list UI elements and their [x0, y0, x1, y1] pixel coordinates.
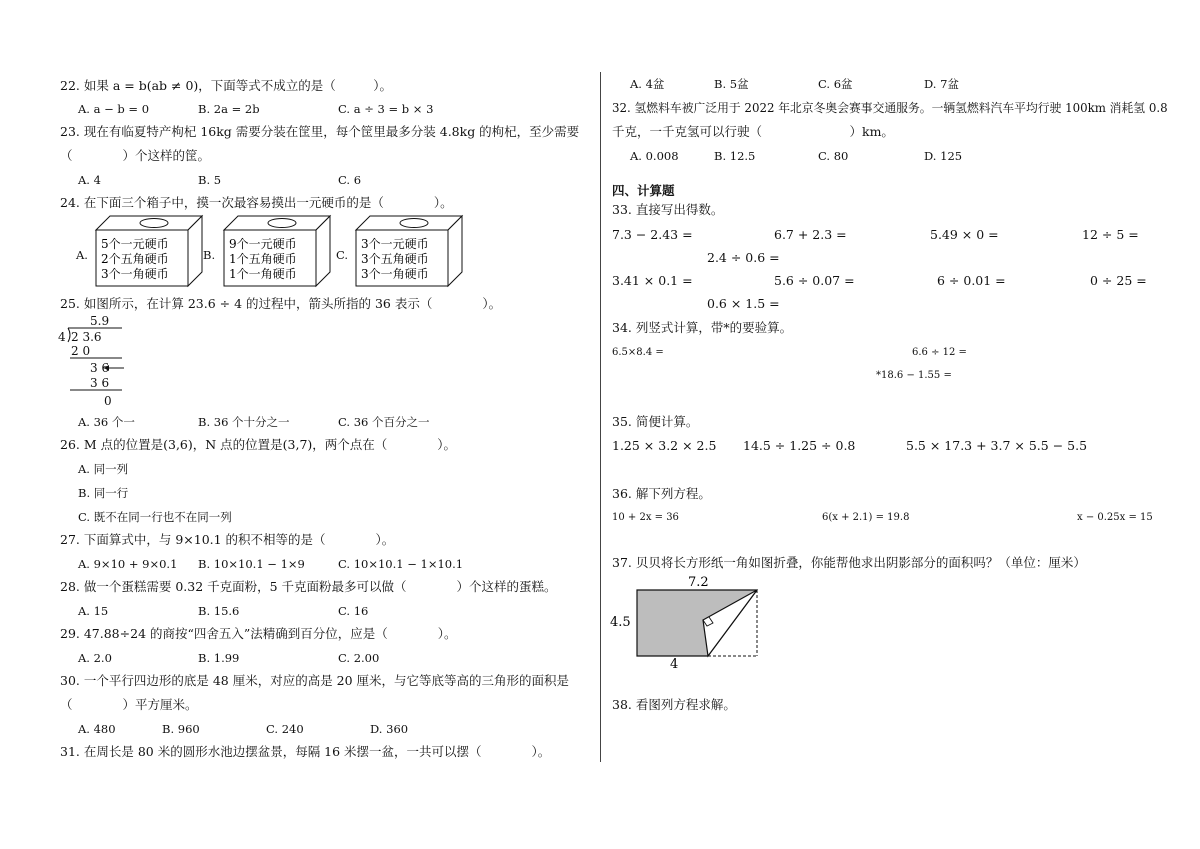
- coin-box-c-line1: 3个一元硬币: [361, 237, 429, 251]
- q22-option-a[interactable]: A. a − b = 0: [78, 102, 150, 116]
- q30-option-a[interactable]: A. 480: [78, 722, 116, 736]
- division-final: 0: [104, 394, 112, 408]
- figure-label-left: 4.5: [610, 615, 631, 630]
- q30-option-b[interactable]: B. 960: [162, 722, 200, 736]
- q30-option-d[interactable]: D. 360: [370, 722, 409, 736]
- q32-option-d[interactable]: D. 125: [924, 149, 963, 163]
- coin-box-a-line3: 3个一角硬币: [101, 267, 169, 281]
- division-product-1: 2 0: [71, 344, 91, 358]
- q36-item-3: x − 0.25x = 15: [1077, 512, 1153, 523]
- q32-stem-line1: 32. 氢燃料车被广泛用于 2022 年北京冬奥会赛事交通服务。一辆氢燃料汽车平均行驶 100km 消耗氢 0.8: [612, 101, 1168, 115]
- coin-box-b: [222, 214, 334, 288]
- coin-box-a-line2: 2个五角硬币: [101, 252, 169, 266]
- coin-box-c-line2: 3个五角硬币: [361, 252, 429, 266]
- q31-option-d[interactable]: D. 7盆: [924, 77, 959, 91]
- q28-stem: 28. 做一个蛋糕需要 0.32 千克面粉，5 千克面粉最多可以做（ ）个这样的蛋糕。: [60, 579, 557, 594]
- coin-box-b-line1: 9个一元硬币: [229, 237, 297, 251]
- coin-box-c: [354, 214, 466, 288]
- q25-option-b[interactable]: B. 36 个十分之一: [198, 415, 290, 429]
- coin-box-a: [94, 214, 206, 288]
- q24-label-b[interactable]: B.: [203, 248, 216, 262]
- division-quotient: 5.9: [90, 314, 110, 328]
- coin-box-b-line3: 1个一角硬币: [229, 267, 297, 281]
- figure-label-top: 7.2: [688, 575, 709, 590]
- q24-stem: 24. 在下面三个箱子中，摸一次最容易摸出一元硬币的是（ ）。: [60, 195, 453, 210]
- q22-option-b[interactable]: B. 2a = 2b: [198, 102, 260, 116]
- q26-option-c[interactable]: C. 既不在同一行也不在同一列: [78, 510, 232, 524]
- q27-option-b[interactable]: B. 10×10.1 − 1×9: [198, 557, 305, 571]
- q32-stem-line2: 千克，一千克氢可以行驶（ ）km。: [612, 124, 894, 139]
- q38-title: 38. 看图列方程求解。: [612, 697, 736, 712]
- q29-option-a[interactable]: A. 2.0: [78, 651, 112, 665]
- q33-item-7: 5.6 ÷ 0.07 =: [774, 273, 855, 288]
- q23-option-a[interactable]: A. 4: [78, 173, 101, 187]
- division-remainder-36: 3 6: [90, 361, 110, 375]
- q35-item-3: 5.5 × 17.3 + 3.7 × 5.5 − 5.5: [906, 438, 1088, 453]
- q31-option-b[interactable]: B. 5盆: [714, 77, 749, 91]
- q26-option-b[interactable]: B. 同一行: [78, 486, 129, 500]
- q22-stem: 22. 如果 a = b(ab ≠ 0)，下面等式不成立的是（ ）。: [60, 78, 393, 93]
- division-dividend: 2 3.6: [71, 330, 102, 344]
- coin-box-a-line1: 5个一元硬币: [101, 237, 169, 251]
- q29-stem: 29. 47.88÷24 的商按“四舍五入”法精确到百分位，应是（ ）。: [60, 626, 457, 641]
- q24-label-a[interactable]: A.: [76, 248, 88, 262]
- q33-item-8: 6 ÷ 0.01 =: [937, 273, 1006, 288]
- q27-stem: 27. 下面算式中，与 9×10.1 的积不相等的是（ ）。: [60, 532, 395, 547]
- q33-item-2: 6.7 + 2.3 =: [774, 227, 847, 242]
- q37-title: 37. 贝贝将长方形纸一角如图折叠，你能帮他求出阴影部分的面积吗？（单位：厘米）: [612, 555, 1086, 570]
- q25-stem: 25. 如图所示，在计算 23.6 ÷ 4 的过程中，箭头所指的 36 表示（ ）。: [60, 296, 502, 311]
- coin-box-b-line2: 1个五角硬币: [229, 252, 297, 266]
- q32-option-b[interactable]: B. 12.5: [714, 149, 756, 163]
- q28-option-c[interactable]: C. 16: [338, 604, 369, 618]
- q33-item-10: 0.6 × 1.5 =: [707, 296, 780, 311]
- q33-title: 33. 直接写出得数。: [612, 202, 724, 217]
- q23-stem-line2: （ ）个这样的筐。: [60, 148, 211, 163]
- q35-item-2: 14.5 ÷ 1.25 ÷ 0.8: [743, 438, 856, 453]
- q36-item-1: 10 + 2x = 36: [612, 512, 679, 523]
- q27-option-c[interactable]: C. 10×10.1 − 1×10.1: [338, 557, 464, 571]
- q36-item-2: 6(x + 2.1) = 19.8: [822, 512, 910, 523]
- q33-item-6: 3.41 × 0.1 =: [612, 273, 693, 288]
- q23-option-b[interactable]: B. 5: [198, 173, 222, 187]
- q30-stem-line2: （ ）平方厘米。: [60, 697, 198, 712]
- q29-option-b[interactable]: B. 1.99: [198, 651, 240, 665]
- q22-option-c[interactable]: C. a ÷ 3 = b × 3: [338, 102, 434, 116]
- q32-option-a[interactable]: A. 0.008: [630, 149, 679, 163]
- division-product-2: 3 6: [90, 376, 110, 390]
- q23-option-c[interactable]: C. 6: [338, 173, 362, 187]
- q32-option-c[interactable]: C. 80: [818, 149, 849, 163]
- q34-item-1: 6.5×8.4 =: [612, 347, 664, 358]
- q34-item-2: 6.6 ÷ 12 =: [912, 347, 967, 358]
- q25-option-a[interactable]: A. 36 个一: [78, 415, 135, 429]
- q33-item-1: 7.3 − 2.43 =: [612, 227, 693, 242]
- q30-stem-line1: 30. 一个平行四边形的底是 48 厘米，对应的高是 20 厘米，与它等底等高的三角形的面积是: [60, 673, 570, 688]
- q35-title: 35. 简便计算。: [612, 414, 699, 429]
- q30-option-c[interactable]: C. 240: [266, 722, 304, 736]
- q29-option-c[interactable]: C. 2.00: [338, 651, 380, 665]
- q31-option-a[interactable]: A. 4盆: [630, 77, 665, 91]
- q35-item-1: 1.25 × 3.2 × 2.5: [612, 438, 717, 453]
- q34-item-3: *18.6 − 1.55 =: [876, 370, 952, 381]
- long-division: [58, 313, 138, 413]
- q28-option-a[interactable]: A. 15: [78, 604, 109, 618]
- folded-rectangle-figure: [606, 572, 766, 672]
- q33-item-3: 5.49 × 0 =: [930, 227, 999, 242]
- q33-item-9: 0 ÷ 25 =: [1090, 273, 1147, 288]
- q23-stem-line1: 23. 现在有临夏特产枸杞 16kg 需要分装在筐里，每个筐里最多分装 4.8kg 的枸杞，至少需要: [60, 124, 580, 139]
- column-divider: [600, 72, 601, 762]
- q33-item-4: 12 ÷ 5 =: [1082, 227, 1139, 242]
- q31-option-c[interactable]: C. 6盆: [818, 77, 853, 91]
- q26-stem: 26. M 点的位置是(3,6)，N 点的位置是(3,7)，两个点在（ ）。: [60, 437, 457, 452]
- figure-label-bottom: 4: [670, 657, 679, 672]
- q28-option-b[interactable]: B. 15.6: [198, 604, 240, 618]
- q26-option-a[interactable]: A. 同一列: [78, 462, 129, 476]
- q27-option-a[interactable]: A. 9×10 + 9×0.1: [78, 557, 178, 571]
- q25-option-c[interactable]: C. 36 个百分之一: [338, 415, 430, 429]
- q24-label-c[interactable]: C.: [336, 248, 349, 262]
- q31-stem: 31. 在周长是 80 米的圆形水池边摆盆景，每隔 16 米摆一盆，一共可以摆（ ）。: [60, 744, 551, 759]
- q34-title: 34. 列竖式计算，带*的要验算。: [612, 320, 793, 335]
- section-heading-calculation: 四、计算题: [612, 183, 675, 198]
- coin-box-c-line3: 3个一角硬币: [361, 267, 429, 281]
- q36-title: 36. 解下列方程。: [612, 486, 711, 501]
- division-divisor: 4: [58, 330, 66, 344]
- q33-item-5: 2.4 ÷ 0.6 =: [707, 250, 780, 265]
